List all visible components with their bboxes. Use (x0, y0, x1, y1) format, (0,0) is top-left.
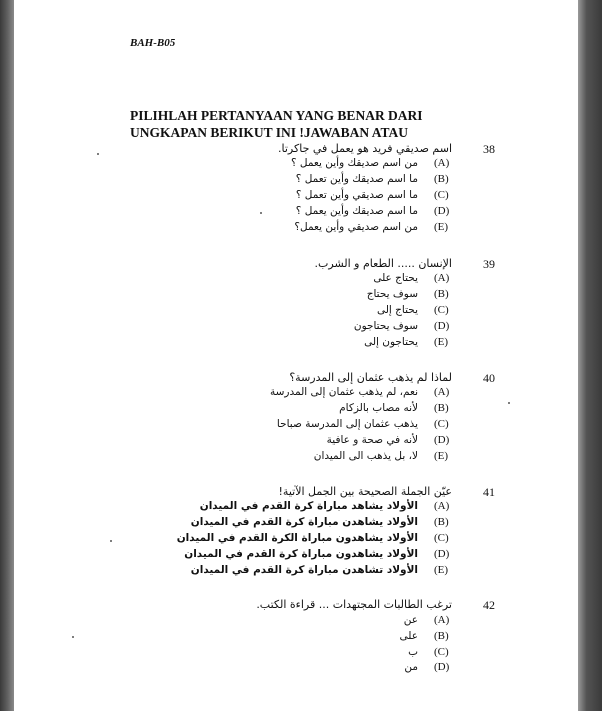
q38-option-e-text: من اسم صديقي وأين يعمل؟ (294, 221, 418, 233)
q41-option-c-letter: (C) (434, 532, 449, 544)
q38-option-a-text: من اسم صديقك وأين يعمل ؟ (290, 157, 418, 169)
q41-option-a-text: الأولاد يشاهد مباراة كرة القدم في الميدان (199, 500, 418, 512)
q42-option-a-letter: (A) (434, 614, 450, 626)
question-42-text: ترغب الطالبات المجتهدات ... قراءة الكتب. (256, 598, 452, 611)
q40-option-d-letter: (D) (434, 434, 450, 446)
q40-option-c-letter: (C) (434, 418, 449, 430)
q39-option-e-text: يحتاجون إلى (364, 336, 418, 348)
document-page (14, 0, 578, 711)
scan-speck (260, 212, 262, 214)
question-41-number: 41 (483, 485, 495, 499)
q38-option-b-letter: (B) (434, 173, 449, 185)
q42-option-b-text: على (399, 630, 418, 642)
q41-option-e-text: الأولاد تشاهدن مباراة كرة القدم في الميدان (190, 564, 418, 576)
q40-option-d-text: لأنه في صحة و عافية (326, 434, 418, 446)
right-border-bar (578, 0, 602, 711)
q40-option-c-text: يذهب عثمان إلى المدرسة صباحا (276, 418, 418, 430)
scan-speck (508, 402, 510, 404)
q42-option-d-text: من (404, 661, 418, 673)
q38-option-c-text: ما اسم صديقي وأين تعمل ؟ (295, 189, 418, 201)
q40-option-e-text: لا، بل يذهب الى الميدان (313, 450, 418, 462)
q41-option-e-letter: (E) (434, 564, 449, 576)
q38-option-c-letter: (C) (434, 189, 449, 201)
question-39-text: الإنسان ..... الطعام و الشرب. (314, 257, 452, 270)
q40-option-b-letter: (B) (434, 402, 449, 414)
q39-option-b-letter: (B) (434, 288, 449, 300)
q38-option-b-text: ما اسم صديقك وأين تعمل ؟ (295, 173, 418, 185)
q39-option-e-letter: (E) (434, 336, 449, 348)
q39-option-b-text: سوف يحتاج (366, 288, 418, 300)
instructions-heading: PILIHLAH PERTANYAAN YANG BENAR DARI UNGKAPAN BERIKUT INI !JAWABAN ATAU (130, 108, 423, 140)
question-41-text: عيّن الجملة الصحيحة بين الجمل الآتية! (278, 485, 452, 498)
q39-option-d-letter: (D) (434, 320, 450, 332)
q38-option-d-text: ما اسم صديقك وأين يعمل ؟ (295, 205, 418, 217)
q42-option-c-text: ب (408, 646, 418, 658)
q38-option-d-letter: (D) (434, 205, 450, 217)
scan-speck (97, 153, 99, 155)
question-40-text: لماذا لم يذهب عثمان إلى المدرسة؟ (289, 371, 452, 384)
scan-speck (110, 540, 112, 542)
q42-option-c-letter: (C) (434, 646, 449, 658)
question-38-text: اسم صديقي فريد هو يعمل في جاكرتا. (278, 142, 452, 155)
q41-option-d-letter: (D) (434, 548, 450, 560)
q41-option-b-letter: (B) (434, 516, 449, 528)
q40-option-a-text: نعم، لم يذهب عثمان إلى المدرسة (270, 386, 418, 398)
q42-option-d-letter: (D) (434, 661, 450, 673)
document-code: BAH-B05 (130, 37, 176, 49)
question-40-number: 40 (483, 371, 495, 385)
q42-option-a-text: عن (403, 614, 418, 626)
question-38-number: 38 (483, 142, 495, 156)
scan-speck (72, 636, 74, 638)
q38-option-e-letter: (E) (434, 221, 449, 233)
q41-option-b-text: الأولاد يشاهدن مباراة كرة القدم في الميدان (190, 516, 418, 528)
question-39-number: 39 (483, 257, 495, 271)
q39-option-c-letter: (C) (434, 304, 449, 316)
q39-option-c-text: يحتاج إلى (376, 304, 418, 316)
q39-option-a-text: يحتاج على (373, 272, 418, 284)
q41-option-d-text: الأولاد يشاهدون مباراة كرة القدم في الميدان (184, 548, 418, 560)
q41-option-c-text: الأولاد يشاهدون مباراة الكرة القدم في الميدان (176, 532, 418, 544)
left-border-bar (0, 0, 14, 711)
q42-option-b-letter: (B) (434, 630, 449, 642)
question-42-number: 42 (483, 598, 495, 612)
q41-option-a-letter: (A) (434, 500, 450, 512)
q38-option-a-letter: (A) (434, 157, 450, 169)
q40-option-b-text: لأنه مصاب بالزكام (339, 402, 418, 414)
q39-option-a-letter: (A) (434, 272, 450, 284)
q39-option-d-text: سوف يحتاجون (353, 320, 418, 332)
q40-option-e-letter: (E) (434, 450, 449, 462)
q40-option-a-letter: (A) (434, 386, 450, 398)
